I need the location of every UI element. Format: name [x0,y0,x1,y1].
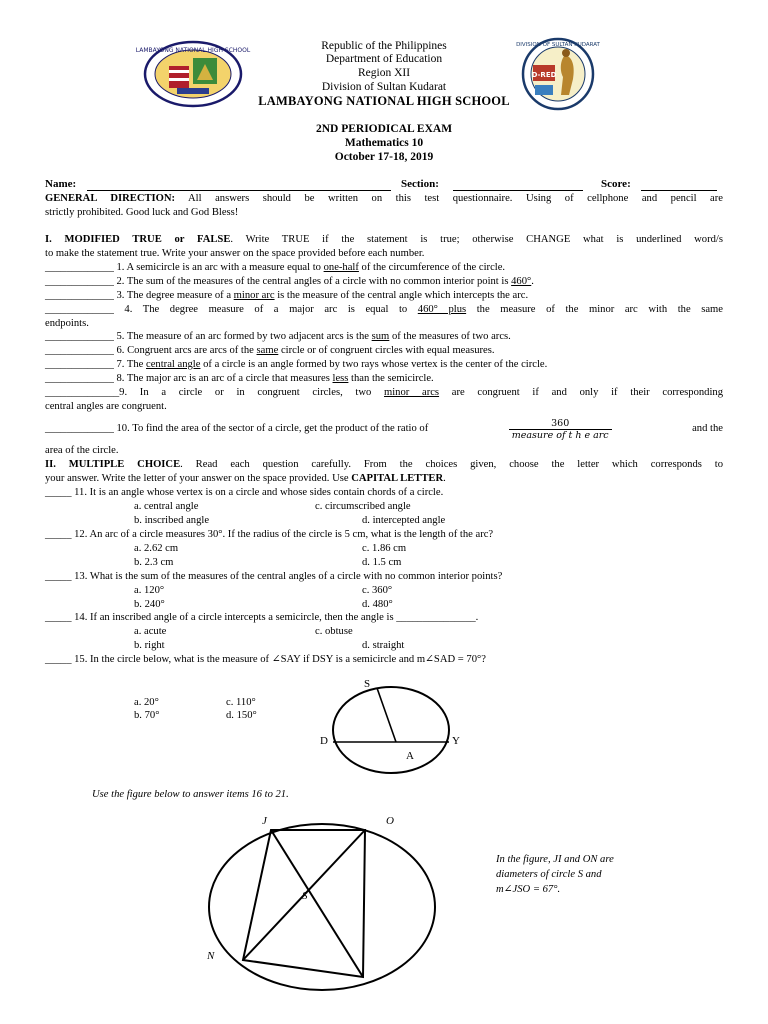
question-4: _____________ 4. The degree measure of a major arc is equal to 460° plus the measure of the minor arc with the same [45,304,723,315]
q11-option-b: b. inscribed angle [134,515,210,526]
label-y: Y [452,735,460,747]
q12-option-c: c. 1.86 cm [362,543,407,554]
part1-directions: I. MODIFIED TRUE or FALSE. Write TRUE if the statement is true; otherwise CHANGE what is underlined word/s [45,234,723,245]
question-13: _____ 13. What is the sum of the measures of the central angles of a circle with no common interior points? [45,571,503,582]
section-field[interactable] [453,190,583,191]
section-label: Section: [401,178,439,190]
question-4-cont: endpoints. [45,318,89,329]
q12-option-d: d. 1.5 cm [362,557,402,568]
label-n: N [207,950,215,962]
label-o: O [386,815,394,827]
label-j: J [262,815,267,827]
label-s-center: S [302,890,308,902]
svg-text:LAMBAYONG NATIONAL HIGH SCHOOL: LAMBAYONG NATIONAL HIGH SCHOOL [135,47,251,54]
q15-option-d: d. 150° [226,710,257,721]
header-division: Division of Sultan Kudarat [321,81,447,93]
q11-option-a: a. central angle [134,501,199,512]
q14-option-b: b. right [134,640,165,651]
q14-option-c: c. obtuse [315,626,353,637]
header-region: Region XII [357,67,411,79]
general-direction: GENERAL DIRECTION: All answers should be written on this test questionnaire. Using of cellphone and pencil are [45,193,723,204]
q14-option-d: d. straight [362,640,405,651]
school-name: LAMBAYONG NATIONAL HIGH SCHOOL [258,94,510,108]
question-5: _____________ 5. The measure of an arc formed by two adjacent arcs is the sum of the measures of two arcs. [45,331,511,342]
exam-subject: Mathematics 10 [344,137,424,149]
name-field[interactable] [87,190,391,191]
figure-instruction: Use the figure below to answer items 16 to 21. [92,789,289,800]
q14-option-a: a. acute [134,626,167,637]
general-direction-cont: strictly prohibited. Good luck and God Bless! [45,207,239,218]
label-d: D [320,735,328,747]
exam-date: October 17-18, 2019 [334,151,434,163]
q12-option-a: a. 2.62 cm [134,543,179,554]
question-2: _____________ 2. The sum of the measures of the central angles of a circle with no common interior point is 460°. [45,276,534,287]
question-8: _____________ 8. The major arc is an arc of a circle that measures less than the semicircle. [45,373,434,384]
q11-option-c: c. circumscribed angle [315,501,411,512]
q13-option-b: b. 240° [134,599,165,610]
header-department: Department of Education [325,53,443,65]
q13-option-c: c. 360° [362,585,393,596]
figure-note: In the figure, JI and ON are diameters of circle S and m∠JSO = 67°. [496,854,614,895]
question-7: _____________ 7. The central angle of a circle is an angle formed by two rays whose vertex is the center of the circle. [45,359,548,370]
question-11: _____ 11. It is an angle whose vertex is on a circle and whose sides contain chords of a circle. [45,487,444,498]
q15-option-b: b. 70° [134,710,160,721]
label-a: A [406,750,414,762]
score-field[interactable] [641,190,717,191]
arc-ratio-fraction: $\frac{360}{\text{measure of t h e arc}}$ [509,418,612,441]
header-republic: Republic of the Philippines [321,40,447,52]
question-3: _____________ 3. The degree measure of a minor arc is the measure of the central angle which intercepts the arc. [45,290,529,301]
svg-text:DIVISION OF SULTAN KUDARAT: DIVISION OF SULTAN KUDARAT [516,42,600,48]
exam-title: 2ND PERIODICAL EXAM [315,123,453,135]
question-9-cont: central angles are congruent. [45,401,167,412]
question-14: _____ 14. If an inscribed angle of a circle intercepts a semicircle, then the angle is _______________. [45,612,479,623]
svg-text:D-RED: D-RED [531,71,557,79]
question-12: _____ 12. An arc of a circle measures 30°. If the radius of the circle is 5 cm, what is the length of the arc? [45,529,494,540]
label-s: S [364,678,371,690]
circle-s-figure [200,815,450,995]
q15-option-c: c. 110° [226,697,256,708]
question-10-cont: area of the circle. [45,445,119,456]
question-1: _____________ 1. A semicircle is an arc with a measure equal to one-half of the circumference of the circle. [45,262,506,273]
circle-dsy-figure [320,680,460,780]
q13-option-a: a. 120° [134,585,165,596]
score-label: Score: [601,178,631,190]
q12-option-b: b. 2.3 cm [134,557,174,568]
question-6: _____________ 6. Congruent arcs are arcs of the same circle or of congruent circles with equal measures. [45,345,495,356]
q13-option-d: d. 480° [362,599,393,610]
question-10: _____________ 10. To find the area of the sector of a circle, get the product of the ratio of $\frac{360}{\text{measure of t h e arc}}$ and the [45,417,723,441]
question-15: _____ 15. In the circle below, what is the measure of ∠SAY if DSY is a semicircle and m∠SAD = 70°? [45,654,486,665]
part2-directions-cont: your answer. Write the letter of your answer on the space provided. Use CAPITAL LETTER. [45,473,446,484]
part1-directions-cont: to make the statement true. Write your answer on the space provided before each number. [45,248,425,259]
part2-directions: II. MULTIPLE CHOICE. Read each question carefully. From the choices given, choose the letter which corresponds to [45,459,724,470]
question-9: ______________9. In a circle or in congruent circles, two minor arcs are congruent if and only if their corresponding [45,387,723,398]
q11-option-d: d. intercepted angle [362,515,446,526]
name-label: Name: [45,178,77,190]
q15-option-a: a. 20° [134,697,159,708]
